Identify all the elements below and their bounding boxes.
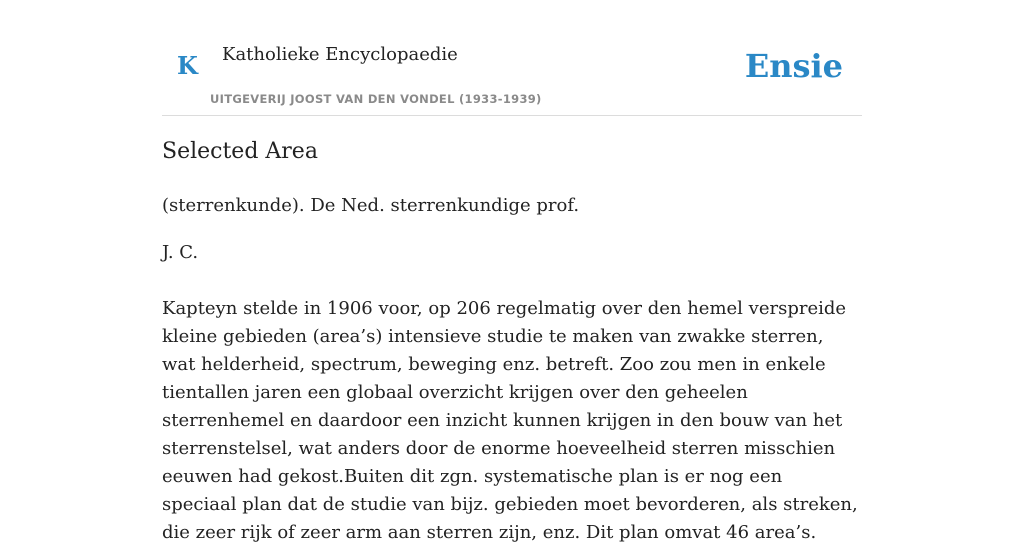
page	[162, 0, 862, 543]
entry-title: Selected Area	[162, 139, 318, 164]
article-paragraph: J. C.	[162, 242, 199, 263]
article-paragraph: Kapteyn stelde in 1906 voor, op 206 regelmatig over den hemel verspreide kleine gebieden (area’s) intensieve studie te maken van zwakke sterren, wat helderheid, spectrum, beweging enz. betreft. Zoo zou men in enkele tientallen jaren een globaal overzicht krijgen over den geheelen sterrenhemel en daardoor een inzicht kunnen krijgen in den bouw van het sterrenstelsel, wat anders door de enorme hoeveelheid sterren misschien eeuwen had gekost.Buiten dit zgn. systematische plan is er nog een speciaal plan dat de studie van bijz. gebieden moet bevorderen, als streken, die zeer rijk of zeer arm aan sterren zijn, enz. Dit plan omvat 46 area’s.	[162, 298, 858, 543]
ensie-brand-link[interactable]: Ensie	[744, 47, 843, 85]
encyclopedia-title[interactable]: Katholieke Encyclopaedie	[222, 44, 458, 65]
encyclopedia-logo[interactable]: K	[177, 51, 198, 80]
site-header	[162, 0, 862, 116]
publisher-subtitle: UITGEVERIJ JOOST VAN DEN VONDEL (1933-1939)	[210, 92, 542, 106]
article-paragraph: (sterrenkunde). De Ned. sterrenkundige prof.	[162, 195, 580, 216]
